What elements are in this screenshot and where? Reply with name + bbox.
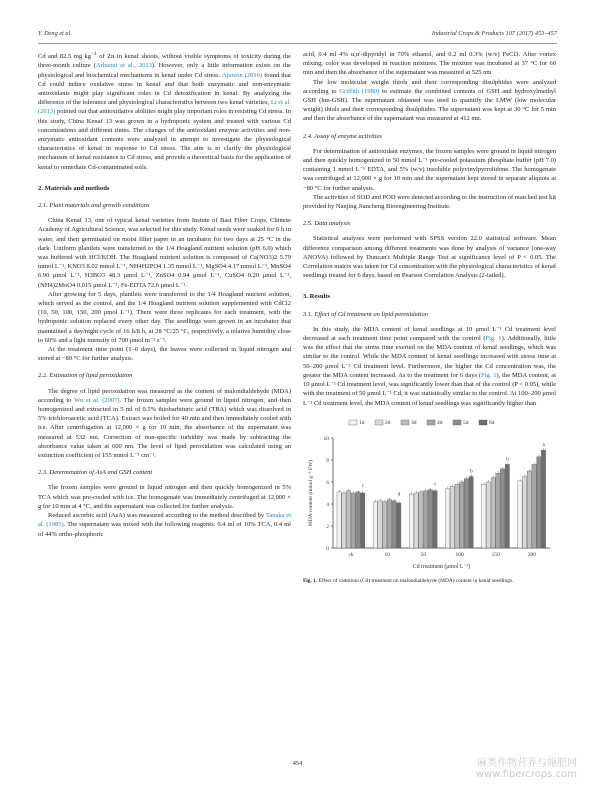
- chart-bar: [409, 494, 413, 548]
- subsection-heading-enzyme-assay: 2.4. Assay of enzyme activities: [303, 132, 382, 140]
- chart-bar: [445, 488, 449, 547]
- mda-bar-chart: [303, 414, 556, 574]
- paragraph-asa-method: Reduced ascorbic acid (AsA) was measured according to the method described by Tanaka et al. (1985). The supernatant was mixed with the following reagents: 0.4 ml of 10% TCA, 0.4 ml of 44% ortho-phosphoric: [38, 512, 292, 538]
- chart-bar: [351, 493, 355, 548]
- chart-bar: [383, 502, 387, 548]
- chart-bar: [337, 492, 341, 548]
- x-tick-label: 150: [491, 551, 500, 558]
- running-header-journal: Industrial Crops & Products 107 (2017) 453–457: [431, 30, 557, 37]
- page-number: 454: [292, 760, 303, 767]
- legend-swatch: [401, 420, 409, 425]
- chart-bar: [342, 493, 346, 548]
- chart-bar: [518, 481, 522, 548]
- section-heading-results: 3. Results: [303, 293, 331, 301]
- y-axis-label: MDA content (mmol g⁻¹ FW): [308, 459, 314, 526]
- paragraph-asa-continued: acid, 0.4 ml 4% α,α'-dipyridyl in 70% ethanol, and 0.2 ml 0.3% (w/v) FeCl3. After vortex mixing, color was developed in reaction mixtures. The mixture was incubated at 37 °C for 60 min and then the absorbance of the supernatant was measured at 525 nm: [303, 51, 556, 77]
- chart-bar: [482, 484, 486, 548]
- chart-bar: [486, 482, 490, 548]
- legend-label: 4d: [437, 419, 443, 426]
- chart-bar: [500, 469, 504, 548]
- x-tick-label: 100: [455, 551, 464, 558]
- subsection-heading-lipid-peroxidation: 2.2. Estimation of lipid peroxidation: [38, 372, 133, 380]
- chart-bar: [450, 486, 454, 548]
- chart-bar: [537, 456, 541, 547]
- paragraph-asa-gsh-prep: The frozen samples were ground in liquid nitrogen and then quickly homogenized in 5% TCA which was pre-cooled with ice. The homogenate was immediately centrifuged at 12,000 × g for 10 min at 4 °C, and the supernatant was collected for further analysis.: [38, 484, 291, 510]
- paragraph-enzyme-kits: The activities of SOD and POD were detected according to the instruction of matched test kit provided by Nanjing Jiancheng Bioengineering Institute.: [303, 193, 556, 211]
- legend-swatch: [453, 420, 461, 425]
- y-tick-label: 4: [326, 501, 329, 508]
- legend-swatch: [427, 420, 435, 425]
- significance-letter: b: [470, 469, 473, 475]
- figure-1-caption: Fig. 1. Effect of cadmium (Cd) treatment on malondialdehyde (MDA) content in kenaf seedlings.: [303, 577, 514, 584]
- chart-bar: [532, 464, 536, 548]
- chart-bar: [491, 477, 495, 547]
- chart-bar: [496, 473, 500, 548]
- x-tick-label: 50: [420, 551, 427, 558]
- subsection-heading-asa-gsh: 2.3. Determination of AsA and GSH content: [38, 469, 153, 477]
- legend-swatch: [375, 420, 383, 425]
- chart-bar: [373, 502, 377, 548]
- paragraph-gsh-method: The low molecular weight thiols and their corresponding disulphides were analyzed according to Griffith (1980) to estimate the combined contents of GSH and hydroxylmethyl GSH (hm-GSH). The supernatant obtained was used to quantify the LMW (low molecular weight) thiols and their corresponding disulphides. The supernatant was kept at 30 °C for 5 min and then the absorbance of the supernatant was measured at 412 nm.: [303, 78, 556, 123]
- y-tick-label: 10: [323, 435, 329, 442]
- chart-bar: [356, 492, 360, 548]
- chart-bar: [433, 491, 437, 548]
- chart-bar: [464, 478, 468, 547]
- chart-bar: [423, 491, 427, 548]
- y-tick-label: 2: [326, 523, 329, 530]
- chart-bar: [397, 503, 401, 548]
- x-tick-label: 10: [384, 551, 390, 558]
- significance-letter: b: [506, 457, 509, 463]
- watermark: [476, 758, 577, 780]
- header-rule: [38, 43, 557, 44]
- fig-link-1b[interactable]: Fig. 1: [481, 371, 497, 379]
- ref-link-wu[interactable]: Wu et al. (2007): [74, 396, 120, 404]
- significance-letter: c: [361, 483, 364, 489]
- paragraph-mda-results: In this study, the MDA content of kenaf seedlings at 10 μmol L⁻¹ Cd treatment level decreased at each treatment time point compared with the control (Fig. 1). Additionally, little was the effect that the stress time exerted on the MDA content of kenaf seedlings, which was similar to the control. While the MDA content of kenaf seedlings increased with stress time at 50–200 μmol L⁻¹ Cd treatment level. Furthermore, the higher the Cd concentration was, the greater the MDA content increased. As to the treatment for 6 days (Fig. 1), the MDA content, at 10 μmol L⁻¹ Cd treatment level, was significantly lower than that of the control (P < 0.05), while with the treatment of 50 μmol L⁻¹ Cd, it was statistically similar to the control. At 100–200 μmol L⁻¹ Cd treatment level, the MDA content of kenaf seedlings was significantly higher than: [303, 325, 556, 407]
- x-axis-label: Cd treatment (μmol L⁻¹): [412, 563, 471, 570]
- ref-link-arbaoui[interactable]: Arbaoui et al., 2013: [95, 62, 152, 70]
- legend-label: 5d: [463, 419, 469, 426]
- ref-link-ajuwon[interactable]: Ajuwon (2010): [221, 71, 263, 79]
- x-tick-label: ck: [348, 551, 354, 558]
- legend-swatch: [349, 420, 357, 425]
- paragraph-statistics: Statistical analyses were performed with SPSS version 22.0 statistical software. Mean difference comparison among different treatments was done by analysis of variance (one-way ANOVA) followed by Duncan's Multiple Range Test at significance level of P < 0.05. The Correlation matrix was taken for Cd concentration with the physiological characteristics of kenaf seedlings treated for 6 days, based on Pearson Correlation Analysis (2-tailed).: [303, 235, 556, 280]
- chart-bar: [505, 464, 509, 548]
- paragraph-mda-method: The degree of lipid peroxidation was measured as the content of malondialdehyde (MDA) according to Wu et al. (2007). The frozen samples were ground in liquid nitrogen, and then homogenized and extracted in 5 ml of 0.5% thiobarbituric acid (TBA) which was dissolved in 5% trichloroacetic acid (TCA). Extract was boiled for 40 min and then immediately cooled with ice. After centrifugation at 12,000 × g for 10 min, the absorbance of the supernatant was measured at 532 nm. Correction of non-specific turbidity was made by subtracting the absorbance value taken at 600 nm. The level of lipid peroxidation was calculated using an extinction coefficient of 155 mmol L⁻¹ cm⁻¹.: [38, 387, 291, 460]
- chart-bar: [541, 450, 545, 548]
- chart-bar: [346, 491, 350, 548]
- significance-letter: a: [542, 442, 545, 448]
- chart-bar: [527, 471, 531, 548]
- watermark-line-1: 麻类作物营养与施肥网: [477, 758, 577, 769]
- legend-label: 6d: [489, 419, 495, 426]
- ref-link-li[interactable]: Li et al. (2013): [38, 99, 291, 116]
- chart-bar: [378, 500, 382, 547]
- legend-label: 1d: [359, 419, 365, 426]
- chart-bar: [460, 482, 464, 548]
- subsection-heading-plant-materials: 2.1. Plant materials and growth conditions: [38, 202, 150, 209]
- y-tick-label: 6: [326, 479, 329, 486]
- chart-bar: [360, 493, 364, 548]
- paragraph-cd-treatment: After growing for 5 days, plantlets were transferred to the 1/4 Hoagland nutrient solution, which served as the control, and the 1/4 Hoagland nutrient solution supplemented with CdCl2 (10, 50, 100, 150, 200 μmol L⁻¹). There were three replicates for each treatment, with the hydroponic solution replaced every other day. The seedlings were grown in an incubator that maintained a day/night cycle of 16 h/8 h, at 28 °C/25 °C, respectively, a relative humidity close to 60% and a light intensity of 700 μmol m⁻² s⁻¹.: [38, 290, 291, 344]
- chart-bar: [419, 492, 423, 548]
- figure-1: [303, 414, 556, 574]
- chart-bar: [387, 499, 391, 547]
- chart-bar: [455, 484, 459, 548]
- right-column: [303, 50, 556, 585]
- running-header-authors: Y. Deng et al.: [38, 30, 72, 37]
- legend-label: 2d: [385, 419, 391, 426]
- chart-bar: [428, 489, 432, 547]
- left-column: [38, 50, 291, 539]
- watermark-line-2: www.fibercrops.com: [475, 769, 577, 780]
- y-tick-label: 0: [326, 545, 329, 552]
- chart-bar: [392, 500, 396, 547]
- ref-link-griffith[interactable]: Griffith (1980): [339, 87, 380, 95]
- subsection-heading-cd-effect: 3.1. Effect of Cd treatment on lipid peroxidation: [303, 310, 428, 318]
- y-tick-label: 8: [326, 457, 329, 464]
- significance-letter: c: [434, 482, 437, 488]
- fig-link-1a[interactable]: Fig. 1: [485, 335, 502, 343]
- legend-label: 3d: [411, 419, 417, 426]
- chart-bar: [414, 493, 418, 548]
- x-tick-label: 200: [527, 551, 537, 558]
- chart-bar: [523, 476, 527, 548]
- chart-bar: [469, 476, 473, 548]
- section-heading-materials-methods: 2. Materials and methods: [38, 184, 110, 192]
- significance-letter: d: [397, 492, 401, 498]
- paragraph-enzyme-extraction: For determination of antioxidant enzymes, the frozen samples were ground in liquid nitrogen and then quickly homogenized in 50 mmol L⁻¹ pre-cooled potassium phosphate buffer (pH 7.0) containing 1 mmol L⁻¹ EDTA, and 5% (w/v) insoluble polyvinylpyrrolidone. The homogenate was centrifuged at 12,000 × g for 10 min and the supernatant kept stored in separate aliquots at −80 °C for further analysis.: [303, 147, 556, 192]
- paragraph-sample-collection: At the treatment time point (1–6 days), the leaves were collected in liquid nitrogen and stored at −80 °C for further analysis.: [38, 346, 291, 363]
- ref-link-tanaka[interactable]: Tanaka et al. (1985): [38, 512, 292, 529]
- subsection-heading-data-analysis: 2.5. Data analysis: [303, 220, 351, 228]
- paragraph-plant-materials: China Kenaf 13, one of typical kenaf varieties from Instute of Bast Fiber Crops, Chinese Academy of Agricultural Science, was selected for this study. Kenaf seeds were soaked for 6 h in water, and then germinated on moist filter paper in an incubator for two days at 25 °C in the dark. Uniform plantlets were transferred to the 1/4 Hoagland nutrient solution (pH 6.0) which was buffered with HCl/KOH. The Hoagland nutrient solution is composed of Ca(NO3)2 5.79 mmol L⁻¹, KNO3 8.02 mmol L⁻¹, NH4H2PO4 1.35 mmol L⁻¹, MgSO4 4.17 mmol L⁻¹, MnSO4 6.90 μmol L⁻¹, H3BO3 48.3 μmol L⁻¹, ZnSO4 0.94 μmol L⁻¹, CuSO4 0.20 μmol L⁻¹, (NH4)2MoO4 0.015 μmol L⁻¹, Fe-EDTA 72.6 μmol L⁻¹.: [38, 217, 291, 289]
- legend-swatch: [479, 420, 487, 425]
- intro-paragraph: Cd and 82.5 mg $kg^{-1}$ of Zn in kenaf shoots, without visible symptoms of toxicity during the three-month culture (Arbaoui et al., 2013). However, only a little information exists on the physiological and biochemical mechanisms in kenaf under Cd stress. Ajuwon (2010) found that Cd could induce oxidative stress in kenaf and that both enzymatic and non-enzymatic antioxidants might play significant roles in Cd detoxification in kenaf. By analyzing the difference of the tolerance and physiological characteristics between two kenaf varieties, Li et al. (2013) pointed out that antioxidative abilities might play important roles in resisting Cd stress. In this study, China Kenaf 13 was grown in a hydroponic system and treated with various Cd concentrations and different times. The changes of the antioxidant enzyme activities and non-enzymatic antioxidant contents were analyzed in attempt to investigate the physiological characteristics of kenaf in response to Cd stress. The aim is to clarify the physiological mechanism of kenaf resistance to Cd stress, and provide a theoretical basis for the application of kenaf to remediate Cd-contaminated soils.: [38, 51, 291, 171]
